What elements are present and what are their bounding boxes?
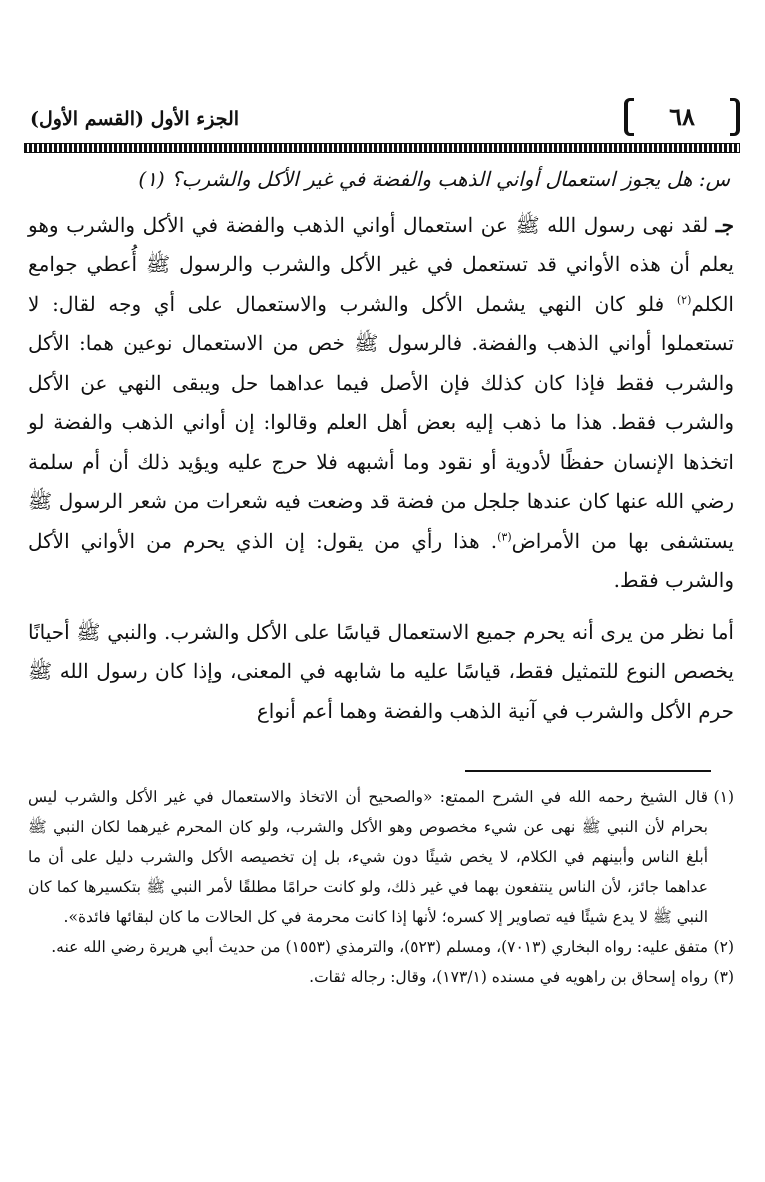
footnote-number: (٢) [713, 938, 734, 956]
page-number-text: ٦٨ [669, 102, 695, 131]
answer-text-lead: لقد نهى رسول الله ﷺ عن استعمال أواني الذهب والفضة في الأكل والشرب وهو يعلم أن هذه الأواني قد تستعمل في غير الأكل والشرب والرسول ﷺ أُعطي جوامع الكلم [28, 212, 734, 316]
footnote-number: (١) [713, 788, 734, 806]
page-number [624, 98, 740, 136]
footnote-number: (٣) [713, 968, 734, 986]
page-header [24, 92, 740, 140]
footnote-text: قال الشيخ رحمه الله في الشرح الممتع: «والصحيح أن الاتخاذ والاستعمال في غير الأكل والشرب ليس بحرام لأن النبي ﷺ نهى عن شيء مخصوص وهو الأكل والشرب، ولو كان المحرم غيرهما لكان النبي ﷺ أبلغ الناس وأبينهم في الكلام، لا يخص شيئًا دون شيء، بل إن تخصيصه الأكل والشرب دليل على أن ما عداهما جائز، لأن الناس ينتفعون بهما في غير ذلك، ولو كانت حرامًا مطلقًا لأمر النبي ﷺ بتكسيرها كما كان النبي ﷺ لا يدع شيئًا فيه تصاوير إلا كسره؛ لأنها إذا كانت محرمة في كل الحالات ما كان لبقائها فائدة». [28, 788, 708, 926]
header-ornament-divider [24, 143, 740, 153]
footnotes [28, 782, 734, 992]
footnote-1 [28, 782, 734, 932]
answer-mark: جـ [715, 212, 734, 237]
footnote-ref-3: (٣) [497, 529, 512, 543]
question: س: هل يجوز استعمال أواني الذهب والفضة في غير الأكل والشرب؟ (١) [138, 167, 730, 191]
footnote-separator [465, 770, 711, 772]
footnote-2 [28, 932, 734, 962]
footnote-3 [28, 962, 734, 992]
answer-paragraph-2 [28, 613, 734, 732]
running-title: الجزء الأول (القسم الأول) [30, 108, 240, 130]
answer-text-middle: فلو كان النهي يشمل الأكل والشرب والاستعمال على أي وجه لقال: لا تستعملوا أواني الذهب والفضة. فالرسول ﷺ خص من الاستعمال نوعين هما: الأكل والشرب فقط فإذا كان كذلك فإن الأصل فيما عداهما حل ويبقى النهي عن الأكل والشرب فقط. هذا ما ذهب إليه بعض أهل العلم وقالوا: إن أواني الذهب والفضة لو اتخذها الإنسان حفظًا لأدوية أو نقود وما أشبهه فلا حرج عليه ويؤيد ذلك أن أم سلمة رضي الله عنها كان عندها جلجل من فضة قد وضعت فيه شعرات من شعر الرسول ﷺ يستشفى بها من الأمراض [28, 291, 734, 553]
footnote-text: رواه إسحاق بن راهويه في مسنده (١٧٣/١)، وقال: رجاله ثقات. [309, 968, 708, 986]
answer-paragraph-2-text: أما نظر من يرى أنه يحرم جميع الاستعمال قياسًا على الأكل والشرب. والنبي ﷺ أحيانًا يخصص النوع للتمثيل فقط، قياسًا عليه ما شابهه في المعنى، وإذا كان رسول الله ﷺ حرم الأكل والشرب في آنية الذهب والفضة وهما أعم أنواع [28, 619, 734, 723]
main-text [28, 160, 734, 731]
answer-text-end: . هذا رأي من يقول: إن الذي يحرم من الأواني الأكل والشرب فقط. [28, 528, 734, 592]
answer-paragraph-1 [28, 206, 734, 601]
footnote-text: متفق عليه: رواه البخاري (٧٠١٣)، ومسلم (٥٢٣)، والترمذي (١٥٥٣) من حديث أبي هريرة رضي الله عنه. [51, 938, 708, 956]
footnote-ref-2: (٢) [676, 292, 692, 306]
